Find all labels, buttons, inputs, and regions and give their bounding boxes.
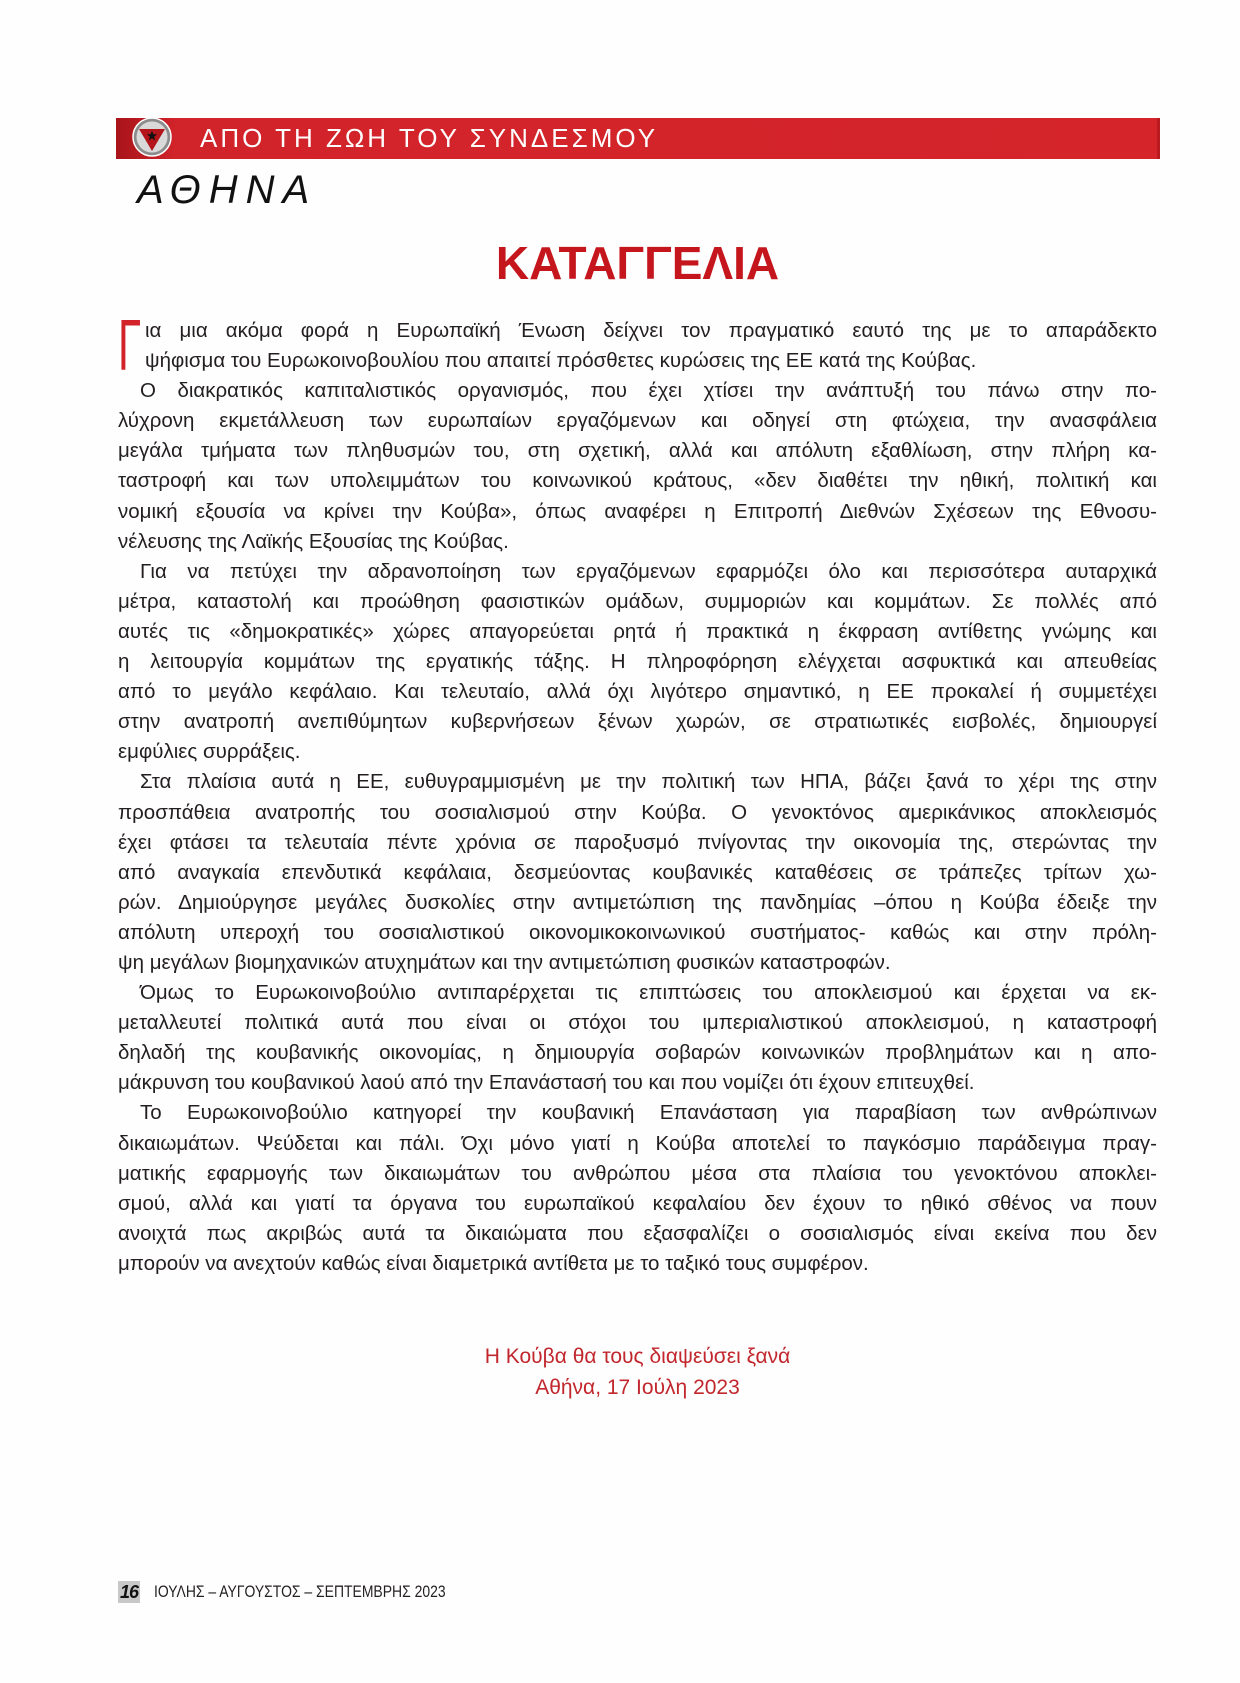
text-line: μεγάλα τμήματα των πληθυσμών του, στη σχετική, αλλά και απόλυτη εξαθλίωση, στην πλήρη κα- xyxy=(118,439,1157,463)
text-line: ψη μεγάλων βιομηχανικών ατυχημάτων και την αντιμετώπιση φυσικών καταστροφών. xyxy=(118,950,891,974)
page-footer xyxy=(118,1581,618,1603)
text-line: μέτρα, καταστολή και προώθηση φασιστικών ομάδων, συμμοριών και κομμάτων. Σε πολλές από xyxy=(118,589,1157,613)
text-line: νομική εξουσία να κρίνει την Κούβα», όπως αναφέρει η Επιτροπή Διεθνών Σχέσεων της Εθνοσυ- xyxy=(118,499,1157,523)
paragraph xyxy=(118,305,1157,386)
text-line: από το μεγάλο κεφάλαιο. Και τελευταίο, αλλά όχι λιγότερο σημαντικό, η ΕΕ προκαλεί ή συμμετέχει xyxy=(118,680,1157,704)
paragraph xyxy=(118,376,1157,557)
page-number: 16 xyxy=(119,1582,139,1602)
text-line: νέλευσης της Λαϊκής Εξουσίας της Κούβας. xyxy=(118,529,509,553)
text-line: σμού, αλλά και γιατί τα όργανα του ευρωπαϊκού κεφαλαίου δεν έχουν το ηθικό σθένος να πουν xyxy=(118,1191,1157,1215)
paragraph xyxy=(118,767,1157,978)
text-line: απόλυτη υπεροχή του σοσιαλιστικού οικονομικοκοινωνικού συστήματος- καθώς και στην πρόλη- xyxy=(118,920,1157,944)
text-line: μεταλλευτεί πολιτικά αυτά που είναι οι στόχοι του ιμπεριαλιστικού αποκλεισμού, η καταστροφή xyxy=(118,1011,1157,1035)
text-line: ματικής εφαρμογής των δικαιωμάτων του ανθρώπου μέσα στα πλαίσια του γενοκτόνου αποκλει- xyxy=(118,1161,1157,1185)
text-line: Όμως το Ευρωκοινοβούλιο αντιπαρέρχεται τις επιπτώσεις του αποκλεισμού και έρχεται να εκ- xyxy=(140,981,1157,1005)
section-title: ΑΠΟ ΤΗ ΖΩΗ ΤΟΥ ΣΥΝΔΕΣΜΟΥ xyxy=(200,123,659,153)
text-line: Το Ευρωκοινοβούλιο κατηγορεί την κουβανική Επανάσταση για παραβίαση των ανθρώπινων xyxy=(140,1101,1157,1125)
text-line: έχει φτάσει τα τελευταία πέντε χρόνια σε παροξυσμό πνίγοντας την οικονομία της, στερώντας την xyxy=(118,830,1157,854)
city-label: ΑΘΗΝΑ xyxy=(137,168,318,212)
closing-signature xyxy=(118,1341,1157,1403)
text-line: δικαιωμάτων. Ψεύδεται και πάλι. Όχι μόνο γιατί η Κούβα αποτελεί το παγκόσμιο παράδειγμα πραγ- xyxy=(118,1131,1157,1155)
star-emblem-icon xyxy=(132,117,172,157)
paragraph xyxy=(118,1098,1157,1279)
closing-slogan: Η Κούβα θα τους διαψεύσει ξανά xyxy=(484,1345,791,1368)
text-line: ψήφισμα του Ευρωκοινοβουλίου που απαιτεί πρόσθετες κυρώσεις της ΕΕ κατά της Κούβας. xyxy=(145,349,977,373)
paragraph xyxy=(118,557,1157,768)
text-line: λύχρονη εκμετάλλευση των ευρωπαίων εργαζόμενων και οδηγεί στη φτώχεια, την ανασφάλεια xyxy=(118,409,1157,433)
text-line: Για να πετύχει την αδρανοποίηση των εργαζόμενων εφαρμόζει όλο και περισσότερα αυταρχικά xyxy=(140,559,1157,583)
header-bar-edge xyxy=(1157,118,1160,159)
closing-place-date: Αθήνα, 17 Ιούλη 2023 xyxy=(535,1376,740,1399)
text-line: εμφύλιες συρράξεις. xyxy=(118,740,301,764)
text-line: στην ανατροπή ανεπιθύμητων κυβερνήσεων ξένων χωρών, σε στρατιωτικές εισβολές, δημιουργεί xyxy=(118,710,1157,734)
text-line: ια μια ακόμα φορά η Ευρωπαϊκή Ένωση δείχνει τον πραγματικό εαυτό της με το απαράδεκτο xyxy=(145,319,1157,342)
text-line: αυτές τις «δημοκρατικές» χώρες απαγορεύεται ρητά ή πρακτικά η έκφραση αντίθετης γνώμης και xyxy=(118,619,1157,643)
text-line: από αναγκαία επενδυτικά κεφάλαια, δεσμεύοντας κουβανικές καταθέσεις σε τράπεζες τρίτων χω- xyxy=(118,860,1157,884)
text-line: ταστροφή και των υπολειμμάτων του κοινωνικού κράτους, «δεν διαθέτει την ηθική, πολιτική και xyxy=(118,469,1157,493)
text-line: ρών. Δημιούργησε μεγάλες δυσκολίες στην αντιμετώπιση της πανδημίας –όπου η Κούβα έδειξε την xyxy=(118,890,1157,914)
text-line: μάκρυνση του κουβανικού λαού από την Επανάστασή του και που νομίζει ότι έχουν επιτευχθεί. xyxy=(118,1071,975,1095)
paragraph xyxy=(118,978,1157,1098)
drop-cap xyxy=(118,305,143,386)
article-title: ΚΑΤΑΓΓΕΛΙΑ xyxy=(495,237,780,289)
text-line: η λειτουργία κομμάτων της εργατικής τάξης. Η πληροφόρηση ελέγχεται ασφυκτικά και απευθείας xyxy=(118,650,1157,674)
text-line: Στα πλαίσια αυτά η ΕΕ, ευθυγραμμισμένη με την πολιτική των ΗΠΑ, βάζει ξανά το χέρι της στην xyxy=(140,770,1157,794)
article-body xyxy=(118,305,1157,1279)
drop-cap-letter: Γ xyxy=(118,305,142,386)
text-line: δηλαδή της κουβανικής οικονομίας, η δημιουργία σοβαρών κοινωνικών προβλημάτων και η απο- xyxy=(118,1041,1157,1065)
text-line: μπορούν να ανεχτούν καθώς είναι διαμετρικά αντίθετα με το ταξικό τους συμφέρον. xyxy=(118,1251,869,1275)
text-line: Ο διακρατικός καπιταλιστικός οργανισμός, που έχει χτίσει την ανάπτυξή του πάνω στην πο- xyxy=(140,379,1157,403)
issue-date: ΙΟΥΛΗΣ – ΑΥΓΟΥΣΤΟΣ – ΣΕΠΤΕΜΒΡΗΣ 2023 xyxy=(154,1582,446,1601)
text-line: ανοιχτά πως ακριβώς αυτά τα δικαιώματα που εξασφαλίζει ο σοσιαλισμός είναι εκείνα που δεν xyxy=(118,1221,1157,1245)
text-line: προσπάθεια ανατροπής του σοσιαλισμού στην Κούβα. Ο γενοκτόνος αμερικάνικος αποκλεισμός xyxy=(118,800,1157,824)
